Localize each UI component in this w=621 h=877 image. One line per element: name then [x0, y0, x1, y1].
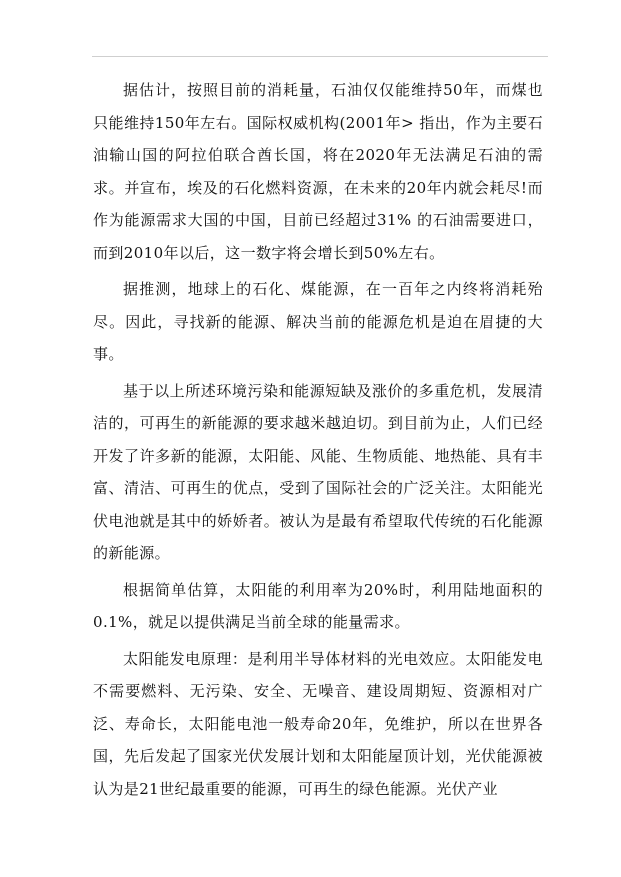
- document-body: [93, 74, 543, 809]
- paragraph-solar-estimate: 根据简单估算，太阳能的利用率为20%时，利用陆地面积的0.1%，就足以提供满足当前全球的能量需求。: [93, 580, 543, 631]
- paragraph-solar-principle: 太阳能发电原理：是利用半导体材料的光电效应。太阳能发电不需要燃料、无污染、安全、无噪音、建设周期短、资源相对广泛、寿命长，太阳能电池一般寿命20年，免维护，所以在世界各国，先后发起了国家光伏发展计划和太阳能屋顶计划，光伏能源被认为是21世纪最重要的能源，可再生的绿色能源。光伏产业: [93, 649, 543, 798]
- paragraph-fossil-depletion: 据推测，地球上的石化、煤能源，在一百年之内终将消耗殆尽。因此，寻找新的能源、解决当前的能源危机是迫在眉捷的大事。: [93, 280, 543, 363]
- paragraph-oil-estimate: 据估计，按照目前的消耗量，石油仅仅能维持50年，而煤也只能维持150年左右。国际权威机构(2001年> 指出，作为主要石油输山国的阿拉伯联合酋长国，将在2020年无法满足石油的需求。并宣布，埃及的石化燃料资源，在未来的20年内就会耗尽!而作为能源需求大国的中国，目前已经超过31% 的石油需要进口，而到2010年以后，这一数字将会增长到50%左右。: [93, 81, 543, 262]
- header-divider: [92, 56, 548, 57]
- paragraph-new-energy: 基于以上所述环境污染和能源短缺及涨价的多重危机，发展清洁的，可再生的新能源的要求越米越迫切。到目前为止，人们已经开发了许多新的能源，太阳能、风能、生物质能、地热能、具有丰富、清洁、可再生的优点，受到了国际社会的广泛关注。太阳能光伏电池就是其中的娇娇者。被认为是最有希望取代传统的石化能源的新能源。: [93, 381, 543, 562]
